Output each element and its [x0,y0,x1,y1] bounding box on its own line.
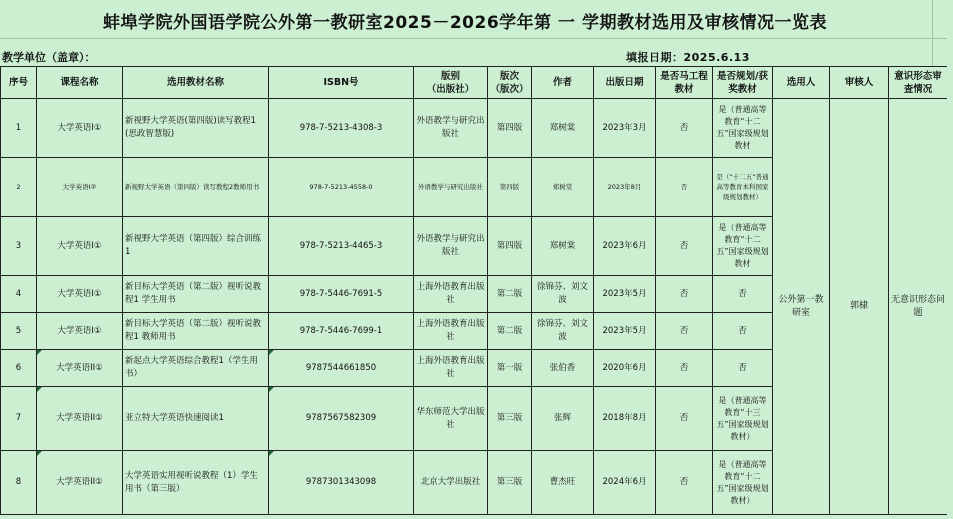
course-name-cell[interactable]: 大学英语II① [37,387,123,451]
header-cell[interactable]: 是否马工程教材 [656,67,713,99]
isbn-cell[interactable]: 978-7-5213-4308-3 [269,99,414,158]
planned-textbook-cell[interactable]: 是（普通高等教育“十二五”国家级规划教材） [713,451,773,515]
textbook-name-cell[interactable]: 新目标大学英语（第二版）视听说教程1 学生用书 [123,276,269,313]
publish-date-cell[interactable]: 2023年3月 [594,99,656,158]
ideology-review-cell[interactable]: 无意识形态问题 [889,99,948,515]
header-cell[interactable] [488,67,532,99]
planned-textbook-cell[interactable]: 否 [713,313,773,350]
page-title[interactable]: 蚌埠学院外国语学院公外第一教研室2025－2026学年第 一 学期教材选用及审核情况一览表 [103,13,827,33]
publisher-cell[interactable]: 北京大学出版社 [414,451,488,515]
isbn-cell[interactable]: 978-7-5213-4465-3 [269,217,414,276]
edition-cell[interactable]: 第二版 [488,313,532,350]
author-cell[interactable]: 徐锦芬、刘文波 [532,313,594,350]
author-cell[interactable]: 张伯香 [532,350,594,387]
textbook-name-cell[interactable]: 新视野大学英语（第四版）综合训练1 [123,217,269,276]
row-number-cell[interactable]: 3 [1,217,37,276]
publisher-cell[interactable]: 外语教学与研究出版社 [414,217,488,276]
publisher-cell[interactable]: 华东师范大学出版社 [414,387,488,451]
isbn-cell[interactable]: 9787301343098 [269,451,414,515]
publish-date-cell[interactable]: 2018年8月 [594,387,656,451]
course-name-cell[interactable]: 大学英语II① [37,350,123,387]
publish-date-cell[interactable]: 2023年8月 [594,158,656,217]
course-name-cell[interactable]: 大学英语II① [37,451,123,515]
author-cell[interactable]: 郑树棠 [532,158,594,217]
planned-textbook-cell[interactable]: 是（普通高等教育“十二五”国家级规划教材 [713,99,773,158]
planned-textbook-cell[interactable]: 否 [713,350,773,387]
edition-cell[interactable]: 第四版 [488,158,532,217]
grid-line [932,0,933,66]
author-cell[interactable]: 郑树棠 [532,217,594,276]
header-text: 版次 [499,70,519,82]
planned-textbook-cell[interactable]: 是（“十二五”普通高等教育本科国家级规划教材） [713,158,773,217]
isbn-cell[interactable]: 9787544661850 [269,350,414,387]
publish-date-cell[interactable]: 2023年5月 [594,276,656,313]
marxism-textbook-cell[interactable]: 否 [656,99,713,158]
isbn-cell[interactable]: 978-7-5446-7691-5 [269,276,414,313]
publish-date-cell[interactable]: 2023年5月 [594,313,656,350]
course-name-cell[interactable]: 大学英语I① [37,217,123,276]
marxism-textbook-cell[interactable]: 否 [656,217,713,276]
publish-date-cell[interactable]: 2020年6月 [594,350,656,387]
header-cell[interactable]: 选用人 [773,67,830,99]
publisher-cell[interactable]: 上海外语教育出版社 [414,350,488,387]
table-header-row [1,67,948,99]
header-text: （版次） [490,83,529,95]
author-cell[interactable]: 郑树棠 [532,99,594,158]
author-cell[interactable]: 徐锦芬、刘文波 [532,276,594,313]
course-name-cell[interactable]: 大学英语I① [37,99,123,158]
publish-date-cell[interactable]: 2024年6月 [594,451,656,515]
row-number-cell[interactable]: 5 [1,313,37,350]
publisher-cell[interactable]: 上海外语教育出版社 [414,313,488,350]
table-row [1,99,948,158]
publish-date-cell[interactable]: 2023年6月 [594,217,656,276]
grid-line [0,38,947,39]
isbn-cell[interactable]: 9787567582309 [269,387,414,451]
publisher-cell[interactable]: 上海外语教育出版社 [414,276,488,313]
header-cell[interactable]: 审核人 [830,67,889,99]
author-cell[interactable]: 曹杰旺 [532,451,594,515]
row-number-cell[interactable]: 2 [1,158,37,217]
textbook-name-cell[interactable]: 亚立特大学英语快速阅读1 [123,387,269,451]
textbook-name-cell[interactable]: 新起点大学英语综合教程1（学生用书） [123,350,269,387]
planned-textbook-cell[interactable]: 否 [713,276,773,313]
header-cell[interactable]: 课程名称 [37,67,123,99]
reviewer-cell[interactable]: 郭棣 [830,99,889,515]
textbook-name-cell[interactable]: 新目标大学英语（第二版）视听说教程1 教师用书 [123,313,269,350]
row-number-cell[interactable]: 6 [1,350,37,387]
edition-cell[interactable]: 第一版 [488,350,532,387]
row-number-cell[interactable]: 1 [1,99,37,158]
marxism-textbook-cell[interactable]: 否 [656,451,713,515]
textbook-table [0,66,948,515]
row-number-cell[interactable]: 7 [1,387,37,451]
course-name-cell[interactable]: 大学英语I② [37,158,123,217]
course-name-cell[interactable]: 大学英语I① [37,313,123,350]
header-cell[interactable]: 序号 [1,67,37,99]
textbook-name-cell[interactable]: 大学英语实用视听说教程（1）学生用书（第三版） [123,451,269,515]
row-number-cell[interactable]: 4 [1,276,37,313]
fill-date[interactable]: 填报日期：2025.6.13 [626,51,750,64]
edition-cell[interactable]: 第三版 [488,387,532,451]
marxism-textbook-cell[interactable]: 否 [656,350,713,387]
author-cell[interactable]: 张辉 [532,387,594,451]
header-cell[interactable] [414,67,488,99]
course-name-cell[interactable]: 大学英语I① [37,276,123,313]
header-cell[interactable]: 意识形态审查情况 [889,67,948,99]
planned-textbook-cell[interactable]: 是（普通高等教育“十二五”国家级规划教材 [713,217,773,276]
header-cell[interactable]: ISBN号 [269,67,414,99]
header-cell[interactable]: 是否规划/获奖教材 [713,67,773,99]
marxism-textbook-cell[interactable]: 否 [656,276,713,313]
header-cell[interactable]: 作者 [532,67,594,99]
header-text: （出版社） [426,83,475,95]
isbn-cell[interactable]: 978-7-5446-7699-1 [269,313,414,350]
publisher-cell[interactable]: 外语教学与研究出版社 [414,99,488,158]
header-cell[interactable]: 出版日期 [594,67,656,99]
edition-cell[interactable]: 第四版 [488,99,532,158]
row-number-cell[interactable]: 8 [1,451,37,515]
textbook-name-cell[interactable]: 新视野大学英语(第四版)读写教程1(思政智慧版) [123,99,269,158]
sheet-edge [947,0,953,519]
marxism-textbook-cell[interactable]: 否 [656,158,713,217]
header-text: 版别 [440,70,460,82]
teaching-unit-label[interactable]: 教学单位（盖章）： [2,51,96,64]
edition-cell[interactable]: 第二版 [488,276,532,313]
marxism-textbook-cell[interactable]: 否 [656,313,713,350]
selector-cell[interactable]: 公外第一教研室 [773,99,830,515]
marxism-textbook-cell[interactable]: 否 [656,387,713,451]
publisher-cell[interactable]: 外语教学与研究出版社 [414,158,488,217]
header-cell[interactable]: 选用教材名称 [123,67,269,99]
textbook-name-cell[interactable]: 新视野大学英语（第四版）读写教程2教师用书 [123,158,269,217]
planned-textbook-cell[interactable]: 是（普通高等教育“十三五”国家级规划教材） [713,387,773,451]
edition-cell[interactable]: 第三版 [488,451,532,515]
edition-cell[interactable]: 第四版 [488,217,532,276]
isbn-cell[interactable]: 978-7-5213-4558-0 [269,158,414,217]
